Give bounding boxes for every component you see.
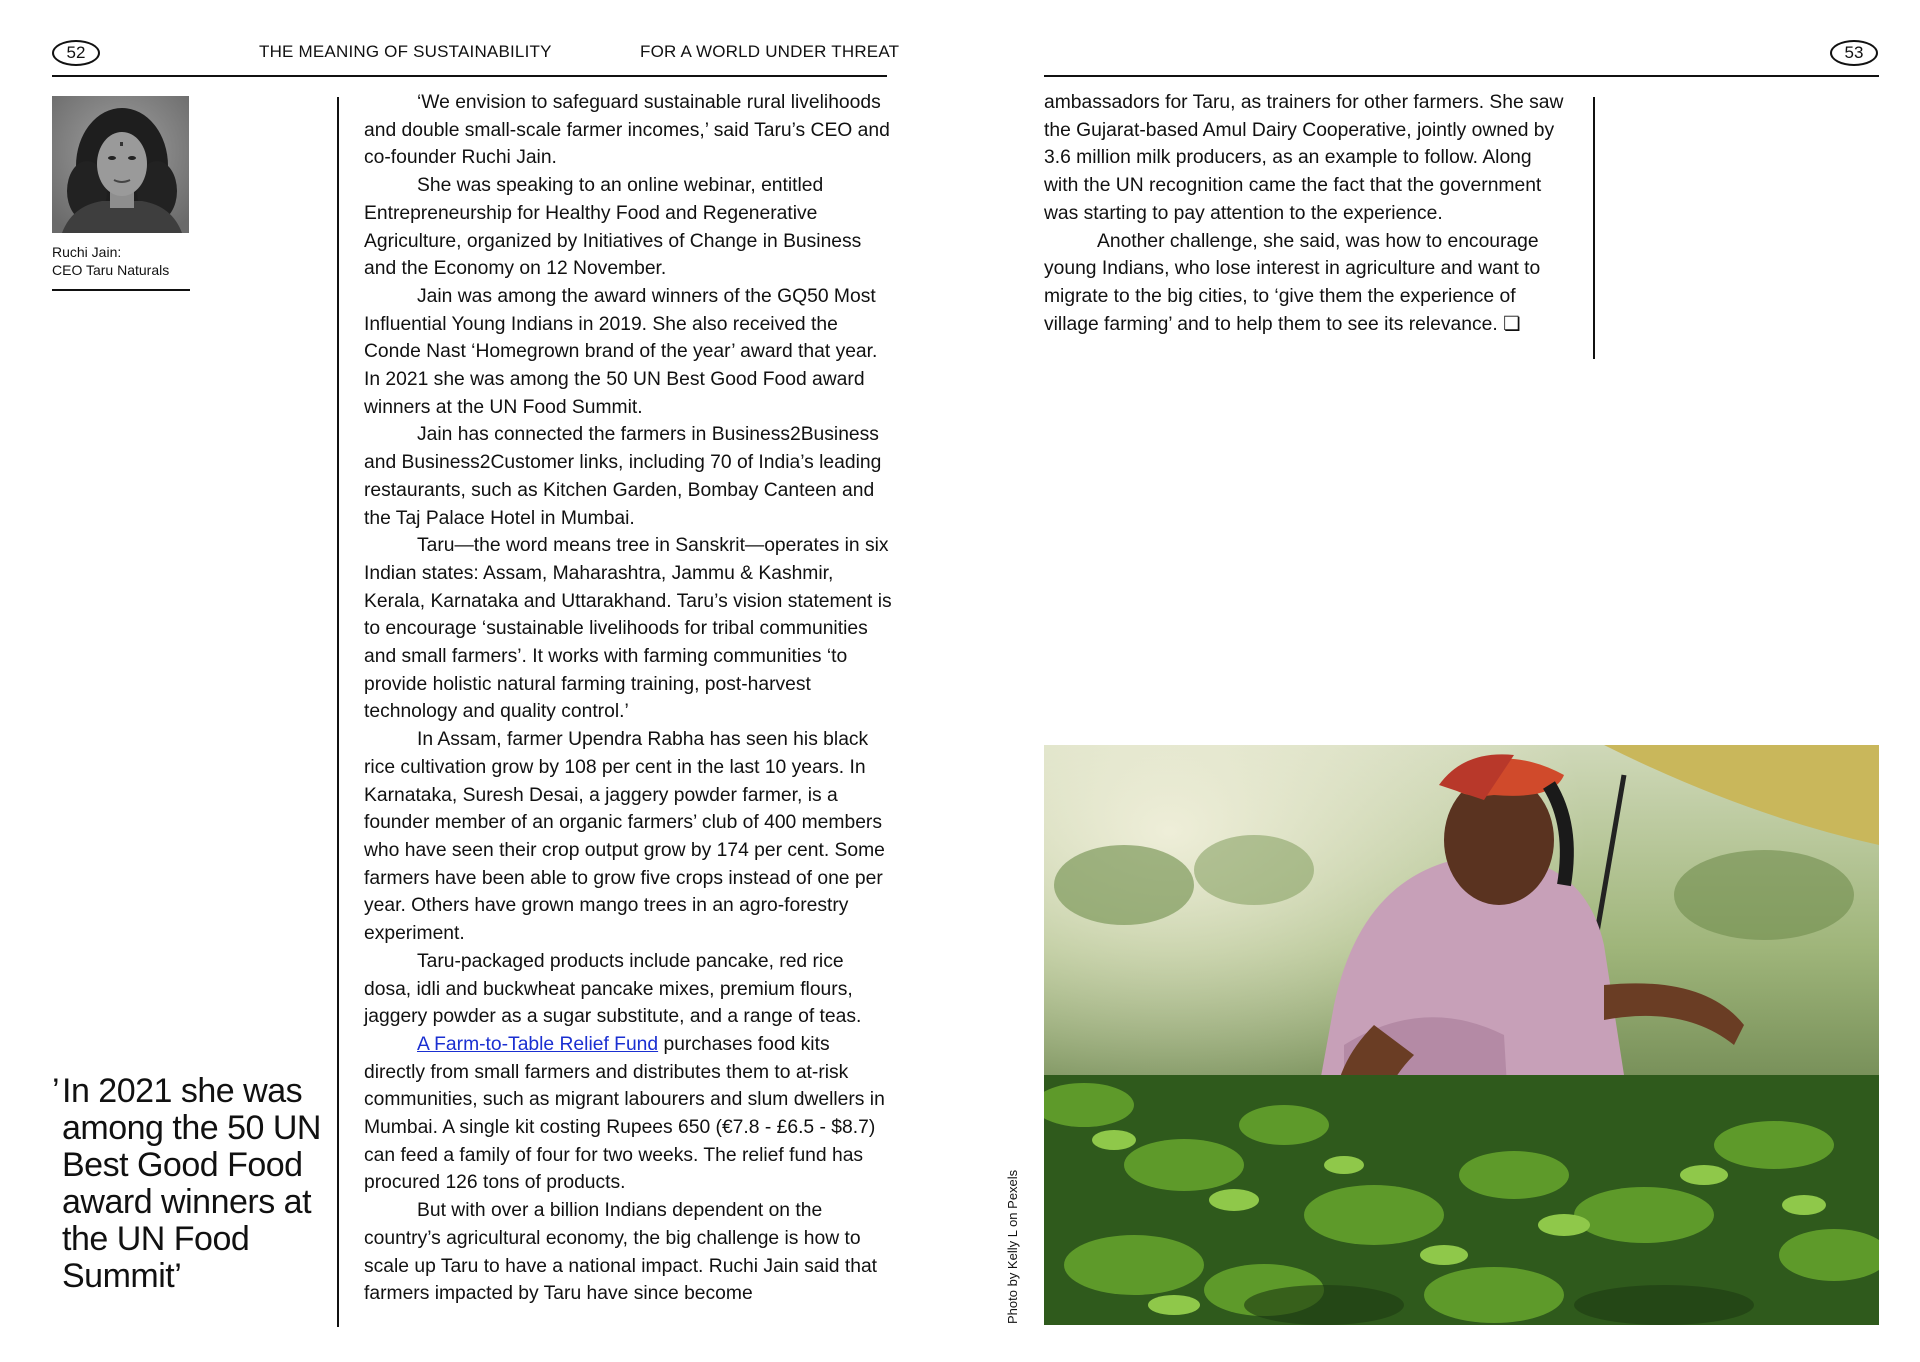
article-column-2: [1044, 89, 1568, 338]
paragraph: Taru-packaged products include pancake, red rice dosa, idli and buckwheat pancake mixes, premium flours, jaggery powder as a sugar substitute, and a range of teas.: [364, 950, 862, 1028]
paragraph: Jain has connected the farmers in Business2Business and Business2Customer links, including 70 of India’s leading restaurants, such as Kitchen Garden, Bombay Canteen and the Taj Palace Hotel in Mumbai.: [364, 424, 882, 529]
paragraph-text: Another challenge, she said, was how to encourage young Indians, who lose interest in agriculture and want to migrate to the big cities, to ‘give them the experience of village farming’ and to help them to see its relevance.: [1044, 230, 1541, 335]
portrait-caption-title: CEO Taru Naturals: [52, 262, 170, 278]
portrait-illustration: [52, 96, 189, 233]
relief-fund-link[interactable]: A Farm-to-Table Relief Fund: [417, 1033, 659, 1055]
caption-rule: [52, 289, 190, 291]
end-mark-icon: ❏: [1503, 313, 1521, 335]
paragraph: Jain was among the award winners of the GQ50 Most Influential Young Indians in 2019. She also received the Conde Nast ‘Homegrown brand of the year’ award that year. In 2021 she was among the 50 UN Best Good Food award winners at the UN Food Summit.: [364, 285, 878, 418]
paragraph: Taru—the word means tree in Sanskrit—operates in six Indian states: Assam, Maharashtra, Jammu & Kashmir, Kerala, Karnataka and Uttarakhand. Taru’s vision statement is to encourage ‘sustainable livelihoods for tribal communities and small farmers’. It works with farming communities ‘to provide holistic natural farming training, post-harvest technology and quality control.’: [364, 535, 892, 723]
paragraph: [364, 1031, 892, 1197]
paragraph: ‘We envision to safeguard sustainable rural livelihoods and double small-scale farmer incomes,’ said Taru’s CEO and co-founder Ruchi Jain.: [364, 92, 890, 169]
header-rule-right: [1044, 75, 1879, 77]
paragraph: She was speaking to an online webinar, entitled Entrepreneurship for Healthy Food and Regenerative Agriculture, organized by Initiatives of Change in Business and the Economy on 12 November.: [364, 175, 862, 280]
header-rule-left: [52, 75, 887, 77]
paragraph: In Assam, farmer Upendra Rabha has seen his black rice cultivation grow by 108 per cent in the last 10 years. In Karnataka, Suresh Desai, a jaggery powder farmer, is a founder member of an organic farmers’ club of 400 members who have seen their crop output grow by 174 per cent. Some farmers have been able to grow five crops instead of one per year. Others have grown mango trees in an agro-forestry experiment.: [364, 729, 885, 945]
running-head-left: THE MEANING OF SUSTAINABILITY: [259, 42, 552, 61]
column-divider-left: [337, 97, 339, 1327]
page-number-right: 53: [1830, 40, 1878, 66]
portrait-photo: [52, 96, 189, 233]
photo-credit: Photo by Kelly L on Pexels: [1005, 1169, 1020, 1324]
portrait-caption-name: Ruchi Jain:: [52, 244, 122, 260]
portrait-caption: [52, 243, 169, 279]
article-column-1: [364, 89, 892, 1308]
paragraph: But with over a billion Indians dependent on the country’s agricultural economy, the big challenge is how to scale up Taru to have a national impact. Ruchi Jain said that farmers impacted by Taru have since become: [364, 1200, 878, 1305]
tea-field-illustration: [1044, 745, 1879, 1325]
column-divider-right: [1593, 97, 1595, 359]
page-number-left: 52: [52, 40, 100, 66]
tea-picker-photo: [1044, 745, 1879, 1325]
pull-quote-open-mark: ’: [52, 1072, 60, 1110]
paragraph: [1044, 228, 1568, 339]
pull-quote-text: In 2021 she was among the 50 UN Best Good Food award winners at the UN Food Summit’: [62, 1072, 321, 1295]
paragraph-text: purchases food kits directly from small farmers and distributes them to at-risk communities, such as migrant labourers and slum dwellers in Mumbai. A single kit costing Rupees 650 (€7.8 - £6.5 - $8.7) can feed a family of four for two weeks. The relief fund has procured 126 tons of products.: [364, 1033, 885, 1194]
paragraph: ambassadors for Taru, as trainers for other farmers. She saw the Gujarat-based Amul Dairy Cooperative, jointly owned by 3.6 million milk producers, as an example to follow. Along with the UN recognition came the fact that the government was starting to pay attention to the experience.: [1044, 92, 1564, 224]
running-head-right: FOR A WORLD UNDER THREAT: [640, 42, 900, 61]
pull-quote: [52, 1073, 322, 1295]
